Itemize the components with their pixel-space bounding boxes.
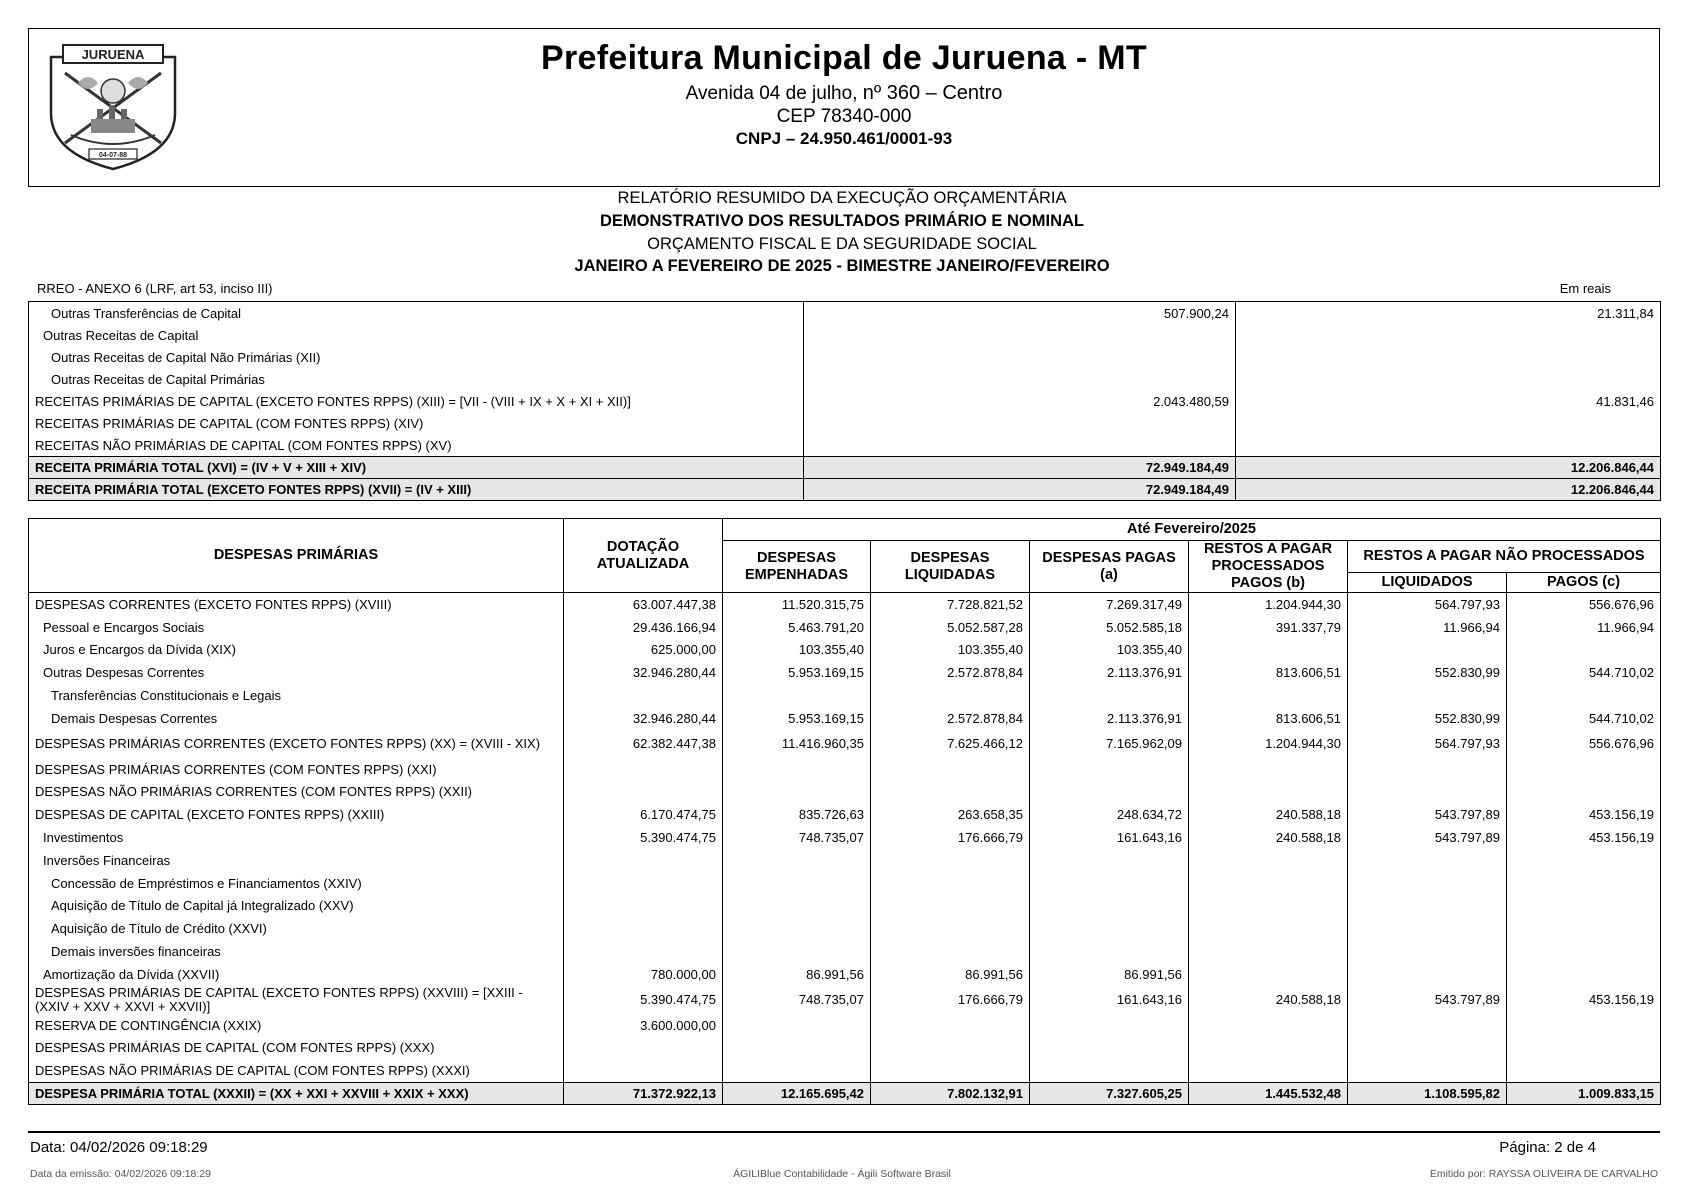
row-label: Demais inversões financeiras [51, 944, 221, 960]
value-cell: 11.520.315,75 [723, 593, 871, 616]
row-label: Inversões Financeiras [43, 852, 171, 868]
value-cell [564, 849, 723, 872]
value-cell [723, 1014, 871, 1037]
value-cell: 625.000,00 [564, 639, 723, 662]
value-cell [1348, 872, 1507, 895]
annex-reference: RREO - ANEXO 6 (LRF, art 53, inciso III) [37, 281, 273, 296]
value-cell: 6.170.474,75 [564, 803, 723, 826]
value-cell [1507, 917, 1661, 940]
row-label: DESPESAS PRIMÁRIAS CORRENTES (COM FONTES RPPS) (XXI) [35, 761, 437, 777]
row-label: Outras Receitas de Capital [43, 327, 199, 343]
report-subtitle: DEMONSTRATIVO DOS RESULTADOS PRIMÁRIO E NOMINAL [599, 212, 1084, 230]
table-row [29, 346, 1661, 368]
row-label: DESPESAS PRIMÁRIAS DE CAPITAL (EXCETO FONTES RPPS) (XXVIII) = [XXIII - (XXIV + XXV + XXVI + XXVII)] [35, 985, 523, 1014]
value-cell: 86.991,56 [1030, 963, 1189, 986]
table-row [29, 940, 1661, 963]
col-group-header-period: Até Fevereiro/2025 [723, 519, 1661, 541]
value-cell: 564.797,93 [1348, 730, 1507, 758]
value-cell: 41.831,46 [1236, 390, 1661, 412]
value-cell: 11.966,94 [1507, 616, 1661, 639]
value-cell [564, 684, 723, 707]
value-cell [723, 1037, 871, 1060]
row-label: DESPESA PRIMÁRIA TOTAL (XXXII) = (XX + XXI + XXVIII + XXIX + XXX) [29, 1083, 564, 1105]
report-period: JANEIRO A FEVEREIRO DE 2025 - BIMESTRE JANEIRO/FEVEREIRO [574, 257, 1110, 275]
value-cell [564, 1059, 723, 1082]
table-row [29, 826, 1661, 849]
value-cell: 103.355,40 [1030, 639, 1189, 662]
value-cell [1507, 781, 1661, 804]
value-cell [1189, 872, 1348, 895]
value-cell [723, 917, 871, 940]
despesas-table [28, 518, 1661, 1105]
value-cell [723, 684, 871, 707]
receitas-table [28, 301, 1661, 501]
value-cell [1030, 895, 1189, 918]
value-cell: 1.204.944,30 [1189, 730, 1348, 758]
value-cell: 63.007.447,38 [564, 593, 723, 616]
value-cell: 240.588,18 [1189, 826, 1348, 849]
row-label: Outras Transferências de Capital [51, 305, 242, 321]
value-cell: 62.382.447,38 [564, 730, 723, 758]
value-cell [1189, 1014, 1348, 1037]
value-cell: 556.676,96 [1507, 730, 1661, 758]
row-label: RECEITA PRIMÁRIA TOTAL (XVI) = (IV + V + XIII + XIV) [29, 457, 804, 479]
value-cell: 71.372.922,13 [564, 1083, 723, 1105]
value-cell [1507, 895, 1661, 918]
software-credit: ÁGILIBlue Contabilidade - Ágili Software Brasil [733, 1168, 951, 1180]
value-cell: 3.600.000,00 [564, 1014, 723, 1037]
value-cell [1236, 346, 1661, 368]
value-cell: 161.643,16 [1030, 986, 1189, 1014]
row-label: Amortização da Dívida (XXVII) [43, 966, 220, 982]
value-cell: 29.436.166,94 [564, 616, 723, 639]
value-cell [723, 1059, 871, 1082]
table-row [29, 730, 1661, 758]
value-cell [1348, 684, 1507, 707]
value-cell: 507.900,24 [804, 302, 1236, 325]
row-label: Investimentos [43, 830, 124, 846]
value-cell [1030, 1059, 1189, 1082]
value-cell [1030, 917, 1189, 940]
table-row [29, 593, 1661, 616]
value-cell [564, 895, 723, 918]
table-row [29, 457, 1661, 479]
value-cell: 543.797,89 [1348, 986, 1507, 1014]
value-cell [1189, 849, 1348, 872]
value-cell [1507, 963, 1661, 986]
value-cell: 748.735,07 [723, 826, 871, 849]
value-cell [723, 872, 871, 895]
value-cell [1030, 1037, 1189, 1060]
currency-unit: Em reais [1559, 281, 1611, 296]
value-cell [564, 758, 723, 781]
row-label: DESPESAS CORRENTES (EXCETO FONTES RPPS) (XVIII) [35, 596, 392, 612]
table-row [29, 434, 1661, 457]
cnpj: CNPJ – 24.950.461/0001-93 [735, 129, 953, 148]
address [29, 82, 1659, 105]
col-header-despesas-primarias: DESPESAS PRIMÁRIAS [29, 519, 564, 593]
col-header-rp-processados: RESTOS A PAGAR PROCESSADOS PAGOS (b) [1189, 541, 1348, 593]
value-cell [1507, 940, 1661, 963]
value-cell [804, 324, 1236, 346]
value-cell: 543.797,89 [1348, 803, 1507, 826]
value-cell [871, 872, 1030, 895]
value-cell [1348, 758, 1507, 781]
value-cell: 7.625.466,12 [871, 730, 1030, 758]
table-row [29, 368, 1661, 390]
value-cell: 7.802.132,91 [871, 1083, 1030, 1105]
value-cell [1348, 1059, 1507, 1082]
row-label: Aquisição de Título de Capital já Integralizado (XXV) [51, 898, 354, 914]
table-row [29, 324, 1661, 346]
table-row [29, 1059, 1661, 1082]
value-cell [871, 917, 1030, 940]
value-cell [871, 895, 1030, 918]
table-row [29, 1083, 1661, 1105]
table-row [29, 849, 1661, 872]
row-label: Transferências Constitucionais e Legais [51, 688, 282, 704]
row-label: RECEITAS PRIMÁRIAS DE CAPITAL (EXCETO FONTES RPPS) (XIII) = [VII - (VIII + IX + X + XI + XII)] [35, 393, 631, 409]
footer-date: Data: 04/02/2026 09:18:29 [30, 1139, 208, 1156]
value-cell [1030, 781, 1189, 804]
row-label: Outras Receitas de Capital Primárias [51, 371, 265, 387]
value-cell: 240.588,18 [1189, 986, 1348, 1014]
value-cell: 564.797,93 [1348, 593, 1507, 616]
row-label: DESPESAS PRIMÁRIAS DE CAPITAL (COM FONTES RPPS) (XXX) [35, 1040, 435, 1056]
value-cell [1189, 781, 1348, 804]
value-cell [1189, 1037, 1348, 1060]
logo-founding-date: 04-07-88 [98, 152, 128, 159]
value-cell: 1.445.532,48 [1189, 1083, 1348, 1105]
row-label: DESPESAS NÃO PRIMÁRIAS DE CAPITAL (COM FONTES RPPS) (XXXI) [35, 1063, 470, 1079]
row-label: RESERVA DE CONTINGÊNCIA (XXIX) [35, 1017, 262, 1033]
value-cell [723, 895, 871, 918]
value-cell [1348, 781, 1507, 804]
value-cell: 12.165.695,42 [723, 1083, 871, 1105]
value-cell: 552.830,99 [1348, 707, 1507, 730]
city-hall-title: Prefeitura Municipal de Juruena - MT [541, 39, 1147, 77]
value-cell: 11.966,94 [1348, 616, 1507, 639]
value-cell: 813.606,51 [1189, 661, 1348, 684]
value-cell [1236, 324, 1661, 346]
value-cell: 5.953.169,15 [723, 661, 871, 684]
value-cell: 176.666,79 [871, 826, 1030, 849]
value-cell: 103.355,40 [723, 639, 871, 662]
value-cell [723, 849, 871, 872]
table-row [29, 390, 1661, 412]
col-group-header-rp-nao-processados: RESTOS A PAGAR NÃO PROCESSADOS [1348, 541, 1661, 573]
value-cell [723, 758, 871, 781]
value-cell [1507, 1037, 1661, 1060]
value-cell: 12.206.846,44 [1236, 479, 1661, 501]
value-cell: 263.658,35 [871, 803, 1030, 826]
value-cell [1348, 1014, 1507, 1037]
value-cell: 5.390.474,75 [564, 826, 723, 849]
row-label: Outras Receitas de Capital Não Primárias (XII) [51, 349, 321, 365]
value-cell [1236, 368, 1661, 390]
value-cell [804, 434, 1236, 457]
report-budget-scope: ORÇAMENTO FISCAL E DA SEGURIDADE SOCIAL [647, 235, 1037, 253]
value-cell [1507, 872, 1661, 895]
value-cell [871, 1059, 1030, 1082]
table-row [29, 479, 1661, 501]
value-cell [1507, 1014, 1661, 1037]
address-street: Avenida 04 de julho, [685, 83, 863, 104]
value-cell: 72.949.184,49 [804, 457, 1236, 479]
value-cell: 72.949.184,49 [804, 479, 1236, 501]
col-header-pagas: DESPESAS PAGAS (a) [1030, 541, 1189, 593]
value-cell [1189, 639, 1348, 662]
value-cell [1030, 940, 1189, 963]
row-label: DESPESAS NÃO PRIMÁRIAS CORRENTES (COM FONTES RPPS) (XXII) [35, 784, 473, 800]
value-cell: 552.830,99 [1348, 661, 1507, 684]
value-cell: 835.726,63 [723, 803, 871, 826]
value-cell [871, 781, 1030, 804]
page-number: Página: 2 de 4 [1499, 1139, 1596, 1156]
value-cell: 7.165.962,09 [1030, 730, 1189, 758]
value-cell: 813.606,51 [1189, 707, 1348, 730]
report-title: RELATÓRIO RESUMIDO DA EXECUÇÃO ORÇAMENTÁRIA [617, 189, 1067, 207]
table-row [29, 781, 1661, 804]
value-cell: 453.156,19 [1507, 986, 1661, 1014]
row-label: Concessão de Empréstimos e Financiamentos (XXIV) [51, 875, 362, 891]
table-row [29, 895, 1661, 918]
value-cell: 7.327.605,25 [1030, 1083, 1189, 1105]
value-cell: 5.463.791,20 [723, 616, 871, 639]
value-cell: 543.797,89 [1348, 826, 1507, 849]
row-label: RECEITAS PRIMÁRIAS DE CAPITAL (COM FONTES RPPS) (XIV) [35, 415, 424, 431]
table-row [29, 639, 1661, 662]
value-cell: 103.355,40 [871, 639, 1030, 662]
col-header-dotacao: DOTAÇÃO ATUALIZADA [564, 519, 723, 593]
value-cell [1030, 758, 1189, 781]
row-label: RECEITAS NÃO PRIMÁRIAS DE CAPITAL (COM FONTES RPPS) (XV) [35, 437, 452, 453]
value-cell: 2.572.878,84 [871, 661, 1030, 684]
value-cell [1189, 1059, 1348, 1082]
table-row [29, 616, 1661, 639]
value-cell: 32.946.280,44 [564, 661, 723, 684]
value-cell: 32.946.280,44 [564, 707, 723, 730]
value-cell [871, 849, 1030, 872]
value-cell [1189, 963, 1348, 986]
col-header-rp-liquidados: LIQUIDADOS [1348, 572, 1507, 592]
value-cell: 5.052.587,28 [871, 616, 1030, 639]
table-row [29, 758, 1661, 781]
value-cell [871, 684, 1030, 707]
value-cell [1189, 684, 1348, 707]
value-cell [804, 346, 1236, 368]
row-label: Demais Despesas Correntes [51, 710, 218, 726]
value-cell: 161.643,16 [1030, 826, 1189, 849]
value-cell [804, 412, 1236, 434]
value-cell: 391.337,79 [1189, 616, 1348, 639]
address-number: nº 360 – Centro [862, 82, 1003, 104]
value-cell: 1.009.833,15 [1507, 1083, 1661, 1105]
value-cell [1189, 917, 1348, 940]
value-cell [564, 781, 723, 804]
table-row [29, 707, 1661, 730]
table-row [29, 963, 1661, 986]
value-cell: 7.269.317,49 [1030, 593, 1189, 616]
value-cell: 2.572.878,84 [871, 707, 1030, 730]
value-cell [1507, 758, 1661, 781]
value-cell: 5.390.474,75 [564, 986, 723, 1014]
row-label: DESPESAS PRIMÁRIAS CORRENTES (EXCETO FONTES RPPS) (XX) = (XVIII - XIX) [35, 736, 541, 752]
row-label: Outras Despesas Correntes [43, 665, 205, 681]
table-row [29, 986, 1661, 1014]
logo-town-name: JURUENA [81, 47, 145, 62]
value-cell [1030, 684, 1189, 707]
table-row [29, 803, 1661, 826]
table-row [29, 917, 1661, 940]
value-cell [871, 758, 1030, 781]
value-cell [1348, 940, 1507, 963]
table-row [29, 661, 1661, 684]
value-cell [1236, 434, 1661, 457]
value-cell [871, 940, 1030, 963]
value-cell [564, 1037, 723, 1060]
footer-divider [28, 1131, 1660, 1133]
value-cell [1348, 917, 1507, 940]
value-cell: 21.311,84 [1236, 302, 1661, 325]
row-label: Juros e Encargos da Dívida (XIX) [43, 642, 236, 658]
value-cell: 1.108.595,82 [1348, 1083, 1507, 1105]
value-cell: 86.991,56 [871, 963, 1030, 986]
value-cell [1236, 412, 1661, 434]
value-cell [804, 368, 1236, 390]
value-cell: 176.666,79 [871, 986, 1030, 1014]
value-cell: 248.634,72 [1030, 803, 1189, 826]
value-cell [871, 1014, 1030, 1037]
value-cell [1030, 1014, 1189, 1037]
value-cell: 2.113.376,91 [1030, 661, 1189, 684]
value-cell [871, 1037, 1030, 1060]
row-label: DESPESAS DE CAPITAL (EXCETO FONTES RPPS) (XXIII) [35, 807, 385, 823]
value-cell [1030, 849, 1189, 872]
value-cell: 556.676,96 [1507, 593, 1661, 616]
value-cell [1189, 940, 1348, 963]
issued-by: Emitido por: RAYSSA OLIVEIRA DE CARVALHO [1429, 1168, 1658, 1180]
table-row [29, 872, 1661, 895]
value-cell: 748.735,07 [723, 986, 871, 1014]
value-cell: 240.588,18 [1189, 803, 1348, 826]
col-header-liquidadas: DESPESAS LIQUIDADAS [871, 541, 1030, 593]
value-cell [1348, 639, 1507, 662]
value-cell [564, 917, 723, 940]
value-cell: 12.206.846,44 [1236, 457, 1661, 479]
value-cell: 5.052.585,18 [1030, 616, 1189, 639]
value-cell: 5.953.169,15 [723, 707, 871, 730]
value-cell: 7.728.821,52 [871, 593, 1030, 616]
value-cell: 2.043.480,59 [804, 390, 1236, 412]
value-cell: 2.113.376,91 [1030, 707, 1189, 730]
row-label: RECEITA PRIMÁRIA TOTAL (EXCETO FONTES RPPS) (XVII) = (IV + XIII) [29, 479, 804, 501]
value-cell [1030, 872, 1189, 895]
value-cell [723, 781, 871, 804]
value-cell [1507, 1059, 1661, 1082]
value-cell [1348, 895, 1507, 918]
letterhead [28, 28, 1660, 187]
row-label: Pessoal e Encargos Sociais [43, 619, 205, 635]
value-cell [564, 940, 723, 963]
table-row [29, 302, 1661, 325]
row-label: Aquisição de Título de Crédito (XXVI) [51, 921, 267, 937]
value-cell [723, 940, 871, 963]
emission-date: Data da emissão: 04/02/2026 09:18:29 [30, 1168, 211, 1180]
value-cell [1348, 963, 1507, 986]
value-cell [1507, 684, 1661, 707]
value-cell: 453.156,19 [1507, 803, 1661, 826]
col-header-rp-pagos: PAGOS (c) [1507, 572, 1661, 592]
value-cell: 544.710,02 [1507, 661, 1661, 684]
value-cell: 11.416.960,35 [723, 730, 871, 758]
value-cell [1507, 849, 1661, 872]
zip-code: CEP 78340-000 [776, 106, 912, 127]
value-cell [1189, 758, 1348, 781]
value-cell [1348, 1037, 1507, 1060]
table-row [29, 412, 1661, 434]
value-cell: 544.710,02 [1507, 707, 1661, 730]
value-cell: 453.156,19 [1507, 826, 1661, 849]
value-cell: 1.204.944,30 [1189, 593, 1348, 616]
table-row [29, 1014, 1661, 1037]
value-cell [1348, 849, 1507, 872]
value-cell [1507, 639, 1661, 662]
value-cell: 86.991,56 [723, 963, 871, 986]
value-cell [564, 872, 723, 895]
value-cell: 780.000,00 [564, 963, 723, 986]
table-row [29, 1037, 1661, 1060]
value-cell [1189, 895, 1348, 918]
table-row [29, 684, 1661, 707]
col-header-empenhadas: DESPESAS EMPENHADAS [723, 541, 871, 593]
